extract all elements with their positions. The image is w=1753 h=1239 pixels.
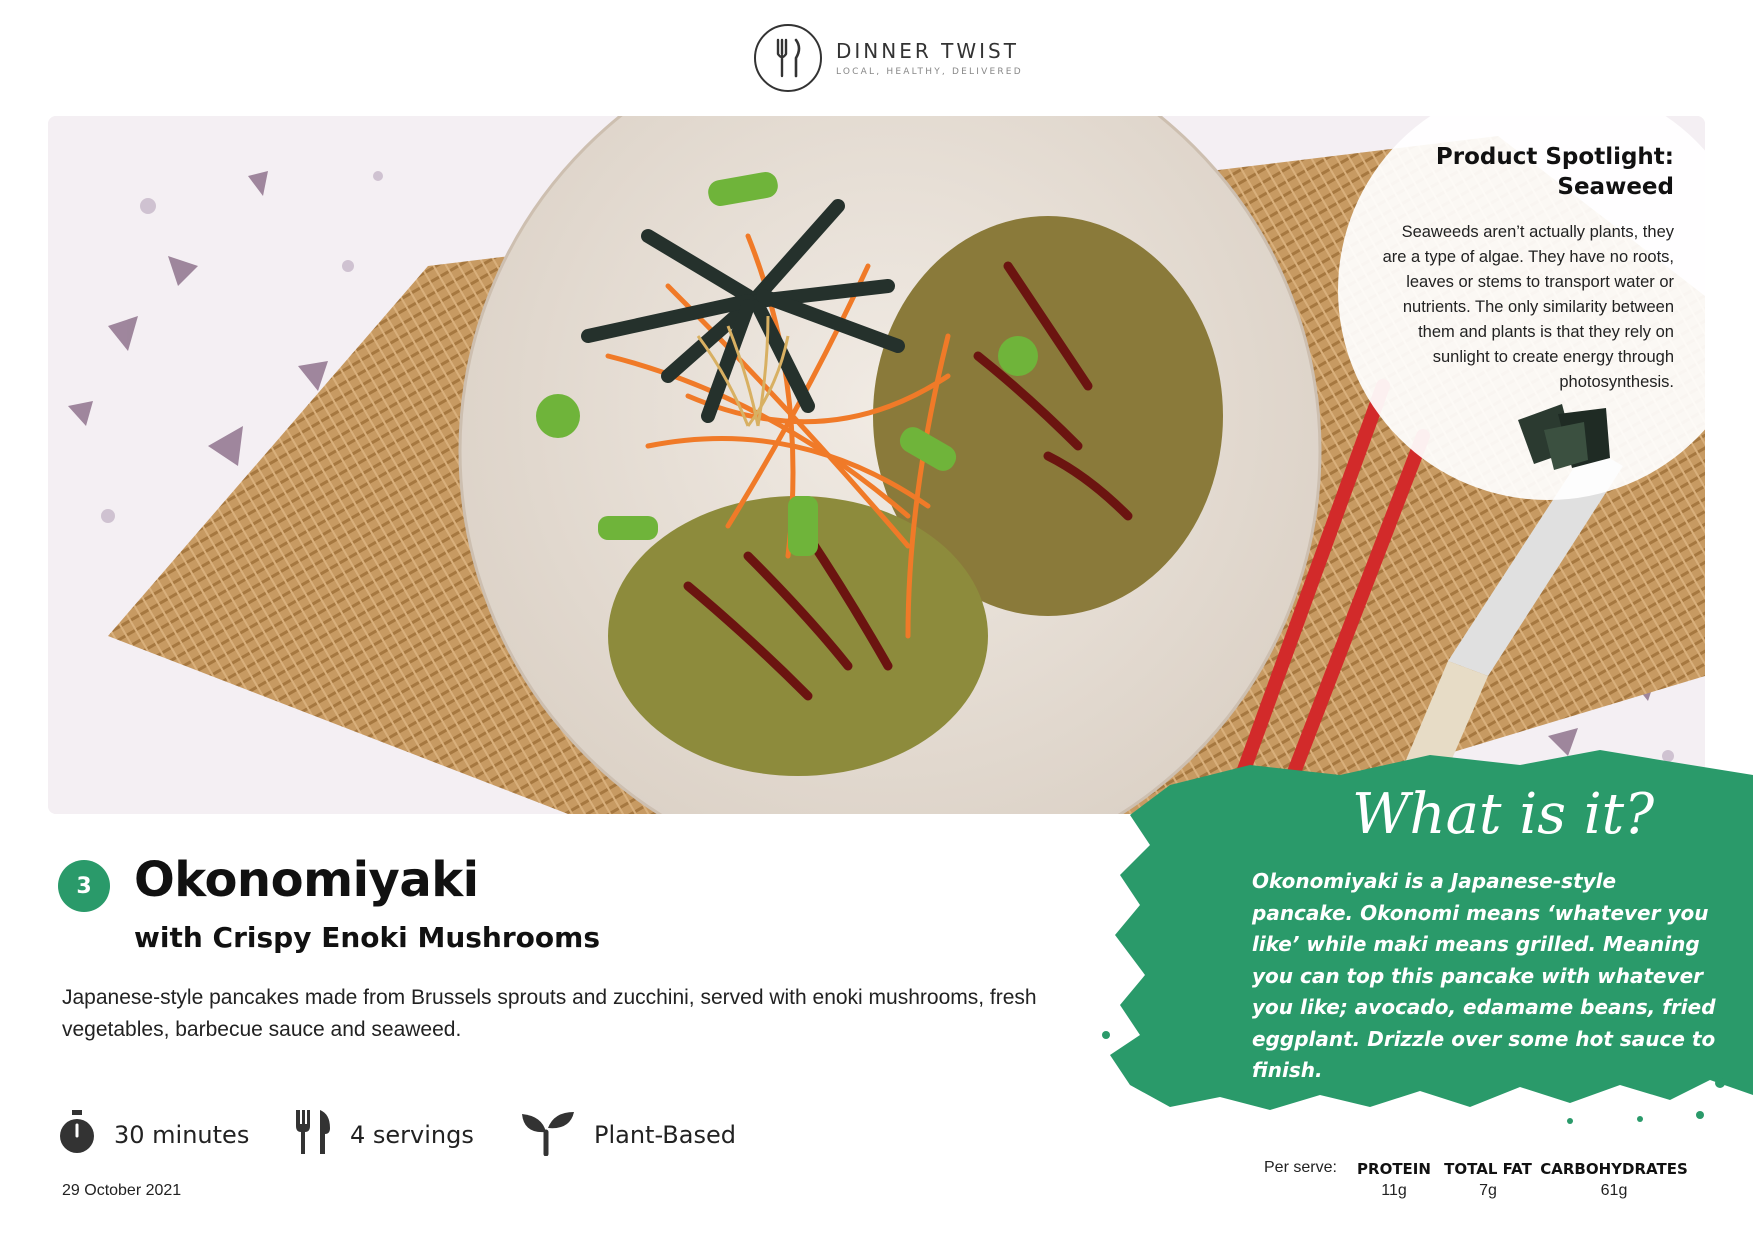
spotlight-title-line2: Seaweed xyxy=(1557,174,1674,200)
what-is-it-title: What is it? xyxy=(1352,782,1655,847)
recipe-title: Okonomiyaki xyxy=(134,852,479,908)
diet-meta xyxy=(520,1108,736,1161)
recipe-description: Japanese-style pancakes made from Brussels sprouts and zucchini, served with enoki mushrooms, fresh vegetables, barbecue sauce and seaweed. xyxy=(62,986,1037,1041)
nutrition-label: TOTAL FAT xyxy=(1444,1160,1532,1178)
recipe-number-badge: 3 xyxy=(58,860,110,912)
seaweed-image xyxy=(1514,400,1614,477)
nutrition-value: 11g xyxy=(1381,1182,1407,1199)
product-spotlight xyxy=(1338,80,1753,500)
recipe-date: 29 October 2021 xyxy=(62,1182,182,1199)
nutrition-total-fat xyxy=(1444,1160,1532,1200)
brand-tagline: LOCAL, HEALTHY, DELIVERED xyxy=(836,67,1023,77)
per-serve-label: Per serve: xyxy=(1264,1159,1337,1176)
brand-name: DINNER TWIST xyxy=(836,39,1019,63)
fork-knife-logo-icon xyxy=(754,24,822,92)
brand-logo xyxy=(754,24,1023,92)
what-is-it-body: Okonomiyaki is a Japanese-style pancake. Okonomi means ‘whatever you like’ while maki means grilled. Meaning you can top this pancake with whatever you like; avocado, edamame beans, fried eggplant. Drizzle over some hot sauce to finish. xyxy=(1252,869,1716,1082)
recipe-subtitle: with Crispy Enoki Mushrooms xyxy=(134,921,600,954)
servings-text: 4 servings xyxy=(350,1120,474,1149)
nutrition-value: 61g xyxy=(1600,1182,1628,1199)
sprout-icon xyxy=(520,1108,576,1161)
time-meta xyxy=(58,1108,249,1161)
nutrition-value: 7g xyxy=(1479,1182,1497,1199)
fork-knife-icon xyxy=(292,1108,332,1161)
servings-meta xyxy=(292,1108,474,1161)
stopwatch-icon xyxy=(58,1108,96,1161)
time-text: 30 minutes xyxy=(114,1120,250,1149)
spotlight-title xyxy=(1374,142,1674,202)
nutrition-label: PROTEIN xyxy=(1357,1160,1431,1178)
nutrition-label: CARBOHYDRATES xyxy=(1540,1160,1688,1178)
nutrition-protein xyxy=(1356,1160,1432,1200)
diet-text: Plant-Based xyxy=(594,1120,736,1149)
nutrition-carbohydrates xyxy=(1540,1160,1688,1200)
spotlight-title-line1: Product Spotlight: xyxy=(1435,144,1674,170)
spotlight-body: Seaweeds aren’t actually plants, they are a type of algae. They have no roots, leaves or stems to transport water or nutrients. The only similarity between them and plants is that they rely on sunlight to create energy through photosynthesis. xyxy=(1382,223,1674,391)
